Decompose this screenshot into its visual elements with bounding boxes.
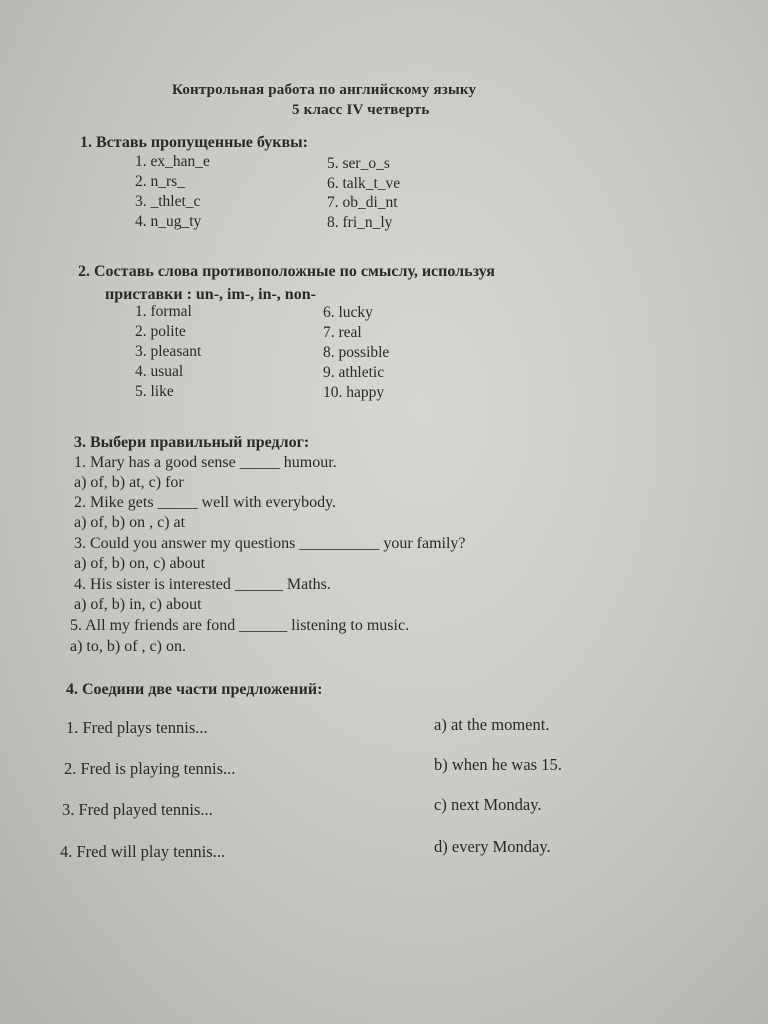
- task3-line: a) of, b) at, c) for: [74, 474, 184, 491]
- task2-item: 4. usual: [135, 363, 184, 380]
- task2-item: 7. real: [323, 324, 362, 341]
- task3-line: a) of, b) in, c) about: [74, 596, 202, 613]
- task2-item: 1. formal: [135, 303, 192, 320]
- task3-line: 1. Mary has a good sense _____ humour.: [74, 454, 337, 471]
- task1-heading: 1. Вставь пропущенные буквы:: [80, 134, 308, 151]
- task3-line: a) of, b) on , c) at: [74, 514, 186, 531]
- task3-line: 2. Mike gets _____ well with everybody.: [74, 494, 337, 511]
- task4-left-item: 3. Fred played tennis...: [62, 800, 213, 819]
- task3-line: 5. All my friends are fond ______ listening to music.: [70, 617, 410, 634]
- task3-heading: 3. Выбери правильный предлог:: [74, 434, 310, 451]
- task4-right-item: d) every Monday.: [434, 837, 551, 856]
- task2-item: 3. pleasant: [135, 343, 202, 360]
- task2-heading-line1: 2. Составь слова противоположные по смыслу, используя: [78, 263, 495, 280]
- task3-line: a) to, b) of , c) on.: [70, 638, 186, 655]
- task3-line: 3. Could you answer my questions __________ your family?: [74, 535, 466, 552]
- task2-item: 10. happy: [323, 384, 385, 401]
- task2-item: 9. athletic: [323, 364, 385, 381]
- task4-right-item: b) when he was 15.: [434, 755, 562, 774]
- task4-left-item: 1. Fred plays tennis...: [66, 718, 208, 737]
- page-title-line2: 5 класс IV четверть: [292, 102, 430, 118]
- task4-heading: 4. Соедини две части предложений:: [66, 681, 323, 698]
- task4-left-item: 2. Fred is playing tennis...: [64, 759, 236, 778]
- task2-heading-line2: приставки : un-, im-, in-, non-: [105, 286, 316, 303]
- task2-item: 8. possible: [323, 344, 390, 361]
- task4-right-item: c) next Monday.: [434, 795, 542, 814]
- task3-line: a) of, b) on, c) about: [74, 555, 206, 572]
- task1-item: 3. _thlet_c: [135, 193, 201, 210]
- task1-item: 8. fri_n_ly: [327, 214, 393, 231]
- task1-item: 2. n_rs_: [135, 173, 185, 190]
- task3-line: 4. His sister is interested ______ Maths.: [74, 576, 331, 593]
- task2-item: 2. polite: [135, 323, 186, 340]
- task1-item: 6. talk_t_ve: [327, 175, 401, 192]
- page-title-line1: Контрольная работа по английскому языку: [172, 82, 477, 98]
- task1-item: 4. n_ug_ty: [135, 213, 202, 230]
- task4-right-item: a) at the moment.: [434, 715, 550, 734]
- task1-item: 1. ex_han_e: [135, 153, 210, 170]
- task2-item: 6. lucky: [323, 304, 373, 321]
- task1-item: 5. ser_o_s: [327, 155, 390, 172]
- task1-item: 7. ob_di_nt: [327, 194, 398, 211]
- task4-left-item: 4. Fred will play tennis...: [60, 842, 225, 861]
- task2-item: 5. like: [135, 383, 174, 400]
